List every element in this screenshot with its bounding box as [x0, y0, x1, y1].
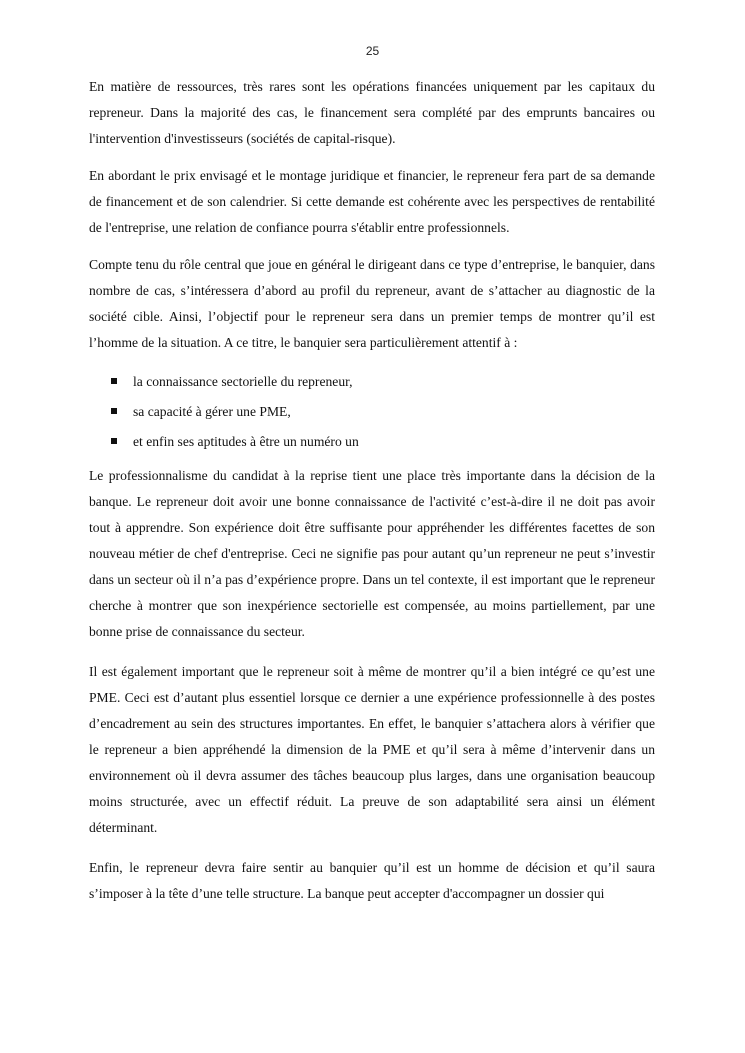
square-bullet-icon	[111, 378, 117, 384]
page-number: 25	[365, 44, 380, 58]
bullet-list	[89, 367, 655, 457]
list-item-text: sa capacité à gérer une PME,	[133, 404, 291, 419]
body-text	[89, 74, 655, 918]
paragraph-banker-focus: Compte tenu du rôle central que joue en général le dirigeant dans ce type d’entreprise, le banquier, dans nombre de cas, s’intéressera d’abord au profil du repreneur, avant de s’attacher au diagnostic de la société cible. Ainsi, l’objectif pour le repreneur sera dans un premier temps de montrer qu’il est l’homme de la situation. A ce titre, le banquier sera particulièrement attentif à :	[89, 257, 655, 350]
list-item	[111, 397, 655, 427]
list-item	[111, 367, 655, 397]
list-item	[111, 427, 655, 457]
square-bullet-icon	[111, 438, 117, 444]
paragraph-pme-understanding: Il est également important que le repreneur soit à même de montrer qu’il a bien intégré ce qu’est une PME. Ceci est d’autant plus essentiel lorsque ce dernier a une expérience professionnelle à des postes d’encadrement au sein des structures importantes. En effet, le banquier s’attachera alors à vérifier que le repreneur a bien appréhendé la dimension de la PME et qu’il sera à même d’intervenir dans un environnement où il devra assumer des tâches beaucoup plus larges, dans une organisation beaucoup moins structurée, avec un effectif réduit. La preuve de son adaptabilité sera ainsi un élément déterminant.	[89, 664, 655, 835]
paragraph-financing-request: En abordant le prix envisagé et le montage juridique et financier, le repreneur fera part de sa demande de financement et de son calendrier. Si cette demande est cohérente avec les perspectives de rentabilité de l'entreprise, une relation de confiance pourra s'établir entre professionnels.	[89, 168, 655, 235]
list-item-text: et enfin ses aptitudes à être un numéro un	[133, 434, 359, 449]
paragraph-financing-sources: En matière de ressources, très rares sont les opérations financées uniquement par les capitaux du repreneur. Dans la majorité des cas, le financement sera complété par des emprunts bancaires ou l'intervention d'investisseurs (sociétés de capital-risque).	[89, 79, 655, 146]
square-bullet-icon	[111, 408, 117, 414]
list-item-text: la connaissance sectorielle du repreneur,	[133, 374, 353, 389]
paragraph-professionalism: Le professionnalisme du candidat à la reprise tient une place très importante dans la décision de la banque. Le repreneur doit avoir une bonne connaissance de l'activité c’est-à-dire il ne doit pas avoir tout à apprendre. Son expérience doit être suffisante pour appréhender les différentes facettes de son nouveau métier de chef d'entreprise. Ceci ne signifie pas pour autant qu’un repreneur ne peut s’investir dans un secteur où il n’a pas d’expérience propre. Dans un tel contexte, il est important que le repreneur cherche à montrer que son inexpérience sectorielle est compensée, au moins partiellement, par une bonne prise de connaissance du secteur.	[89, 468, 655, 639]
paragraph-decision-maker: Enfin, le repreneur devra faire sentir au banquier qu’il est un homme de décision et qu’il saura s’imposer à la tête d’une telle structure. La banque peut accepter d'accompagner un dossier qui	[89, 860, 655, 901]
